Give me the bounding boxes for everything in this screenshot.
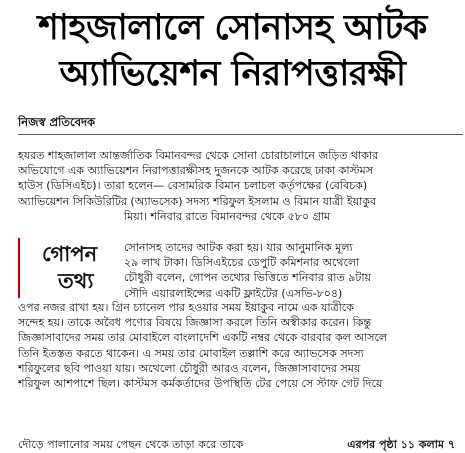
article-body-top xyxy=(18,148,463,224)
body-line: জিজ্ঞাসাবাদের সময় তার মোবাইলে বাংলাদেশি একটি নম্বর থেকে বারবার কল আসলে xyxy=(18,331,388,345)
body-line: মিয়া। শনিবার রাতে বিমানবন্দর থেকে ৫৮০ গ্রাম xyxy=(124,209,331,223)
body-line: চৌধুরী বলেন, গোপন তথ্যের ভিত্তিতে শনিবার রাত ৯টায় xyxy=(124,271,372,285)
article-body-wrap xyxy=(124,240,463,301)
headline-line-1: শাহজালালে সোনাসহ আটক xyxy=(38,8,427,48)
body-last-line: দৌড়ে পালানোর সময় পেছন থেকে তাড়া করে তাকে xyxy=(18,438,244,451)
byline: নিজস্ব প্রতিবেদক xyxy=(18,115,96,129)
body-line: শরিফুলের ছবি পাওয়া যায়। অথেলো চৌধুরী আরও বলেন, জিজ্ঞাসাবাদের সময় xyxy=(18,361,361,375)
body-line: হাউস (ডিসিএইচ)। তারা হলেন— বেসামরিক বিমান চলাচল কর্তৃপক্ষের (বেবিচক) xyxy=(18,179,368,193)
body-line: সন্দেহ হয়। তাকে অবৈধ পণ্যের বিষয়ে জিজ্ঞাসা করলে তিনি অস্বীকার করেন। কিন্তু xyxy=(18,316,371,330)
pull-quote-line-2: তথ্য xyxy=(58,269,94,293)
article-body-bottom xyxy=(18,300,463,391)
byline-divider xyxy=(18,134,463,135)
body-line: শরিফুল আশপাশে ছিল। কাস্টমস কর্মকর্তাদের উপস্থিতি টের পেয়ে সে স্টাফ গেট দিয়ে xyxy=(18,376,383,390)
body-line: সৌদি এয়ারলাইন্সের একটি ফ্লাইটের (এসভি-৮০৪) xyxy=(124,286,343,300)
body-line: অভিযোগে এক অ্যাভিয়েশন নিরাপত্তারক্ষীসহ দুজনকে আটক করেছে ঢাকা কাস্টমস xyxy=(18,164,373,178)
body-line: ২৯ লাখ টাকা। ডিসিএইচের ডেপুটি কমিশনার অথেলো xyxy=(124,256,360,270)
body-line: তিনি ইতস্তত করতে থাকেন। এ সময় তার মোবাইল তল্লাশি করে অ্যাভসেক সদস্য xyxy=(18,346,364,360)
headline-line-2: অ্যাভিয়েশন নিরাপত্তারক্ষী xyxy=(59,54,406,94)
body-line: সোনাসহ তাদের আটক করা হয়। যার আনুমানিক মূল্য xyxy=(124,241,353,254)
body-line: হযরত শাহজালাল আন্তর্জাতিক বিমানবন্দর থেকে সোনা চোরাচালানে জড়িত থাকার xyxy=(18,149,379,162)
body-line: অ্যাভিয়েশন সিকিউরিটির (অ্যাভসেক) সদস্য শরিফুল ইসলাম ও বিমান যাত্রী ইয়াকুব xyxy=(18,194,377,208)
pull-quote xyxy=(18,238,122,298)
continued-on-page: এরপর পৃষ্ঠা ১১ কলাম ৭ xyxy=(347,438,455,451)
pull-quote-line-1: গোপন xyxy=(42,242,98,266)
body-line: ওপর নজর রাখা হয়। গ্রিন চ্যানেল পার হওয়ার সময় ইয়াকুব নামে এক যাত্রীকে xyxy=(18,301,354,314)
